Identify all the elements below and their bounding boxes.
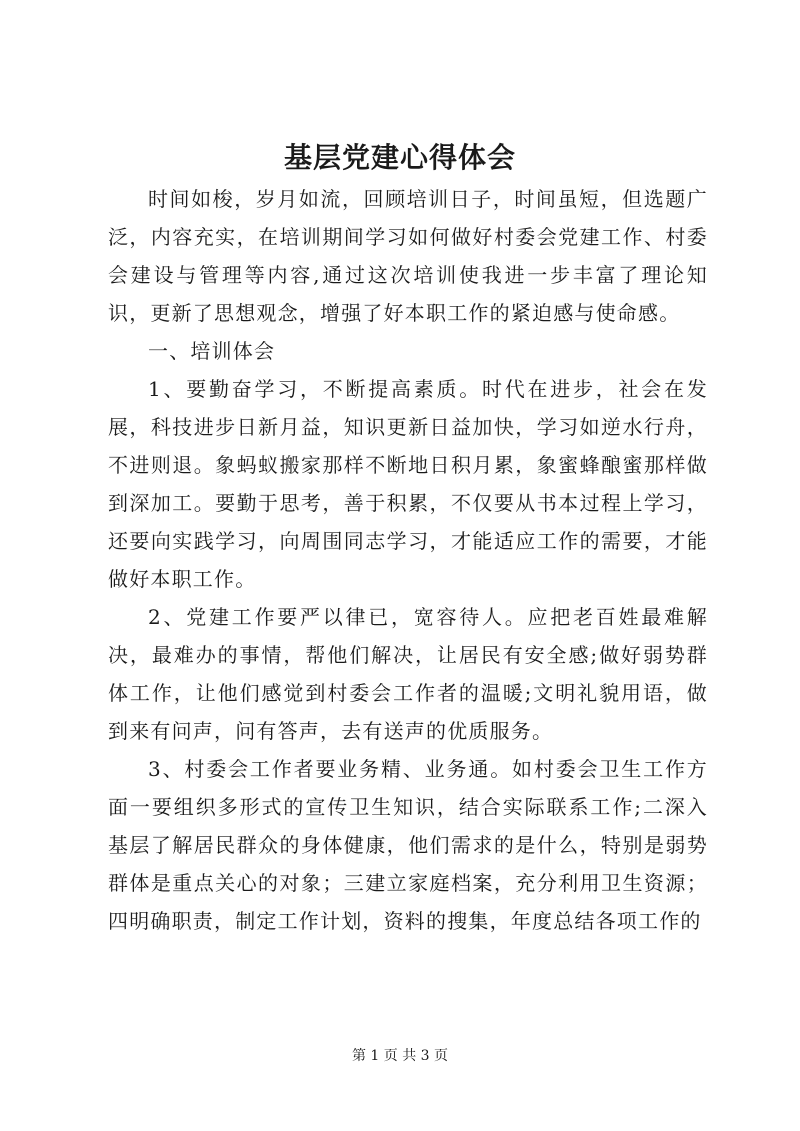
document-title: 基层党建心得体会	[283, 141, 516, 174]
paragraph-intro: 时间如梭，岁月如流，回顾培训日子，时间虽短，但选题广泛，内容充实，在培训期间学习如何做好村委会党建工作、村委会建设与管理等内容,通过这次培训使我进一步丰富了理论知识，更新了思想观念，增强了好本职工作的紧迫感与使命感。	[108, 187, 708, 325]
document-body	[108, 180, 708, 940]
page-footer: 第 1 页 共 3 页	[351, 1048, 449, 1064]
paragraph-point-1: 1、要勤奋学习，不断提高素质。时代在进步，社会在发展，科技进步日新月益，知识更新日益加快，学习如逆水行舟，不进则退。象蚂蚁搬家那样不断地日积月累，象蜜蜂酿蜜那样做到深加工。要勤于思考，善于积累，不仅要从书本过程上学习，还要向实践学习，向周围同志学习，才能适应工作的需要，才能做好本职工作。	[108, 377, 708, 591]
paragraph-point-3: 3、村委会工作者要业务精、业务通。如村委会卫生工作方面一要组织多形式的宣传卫生知识，结合实际联系工作;二深入基层了解居民群众的身体健康，他们需求的是什么，特别是弱势群体是重点关心的对象；三建立家庭档案，充分利用卫生资源；四明确职责，制定工作计划，资料的搜集，年度总结各项工作的	[108, 757, 708, 933]
section-heading-training: 一、培训体会	[148, 339, 276, 363]
paragraph-point-2: 2、党建工作要严以律已，宽容待人。应把老百姓最难解决，最难办的事情，帮他们解决，让居民有安全感;做好弱势群体工作，让他们感觉到村委会工作者的温暖;文明礼貌用语，做到来有问声，问有答声，去有送声的优质服务。	[108, 605, 708, 743]
